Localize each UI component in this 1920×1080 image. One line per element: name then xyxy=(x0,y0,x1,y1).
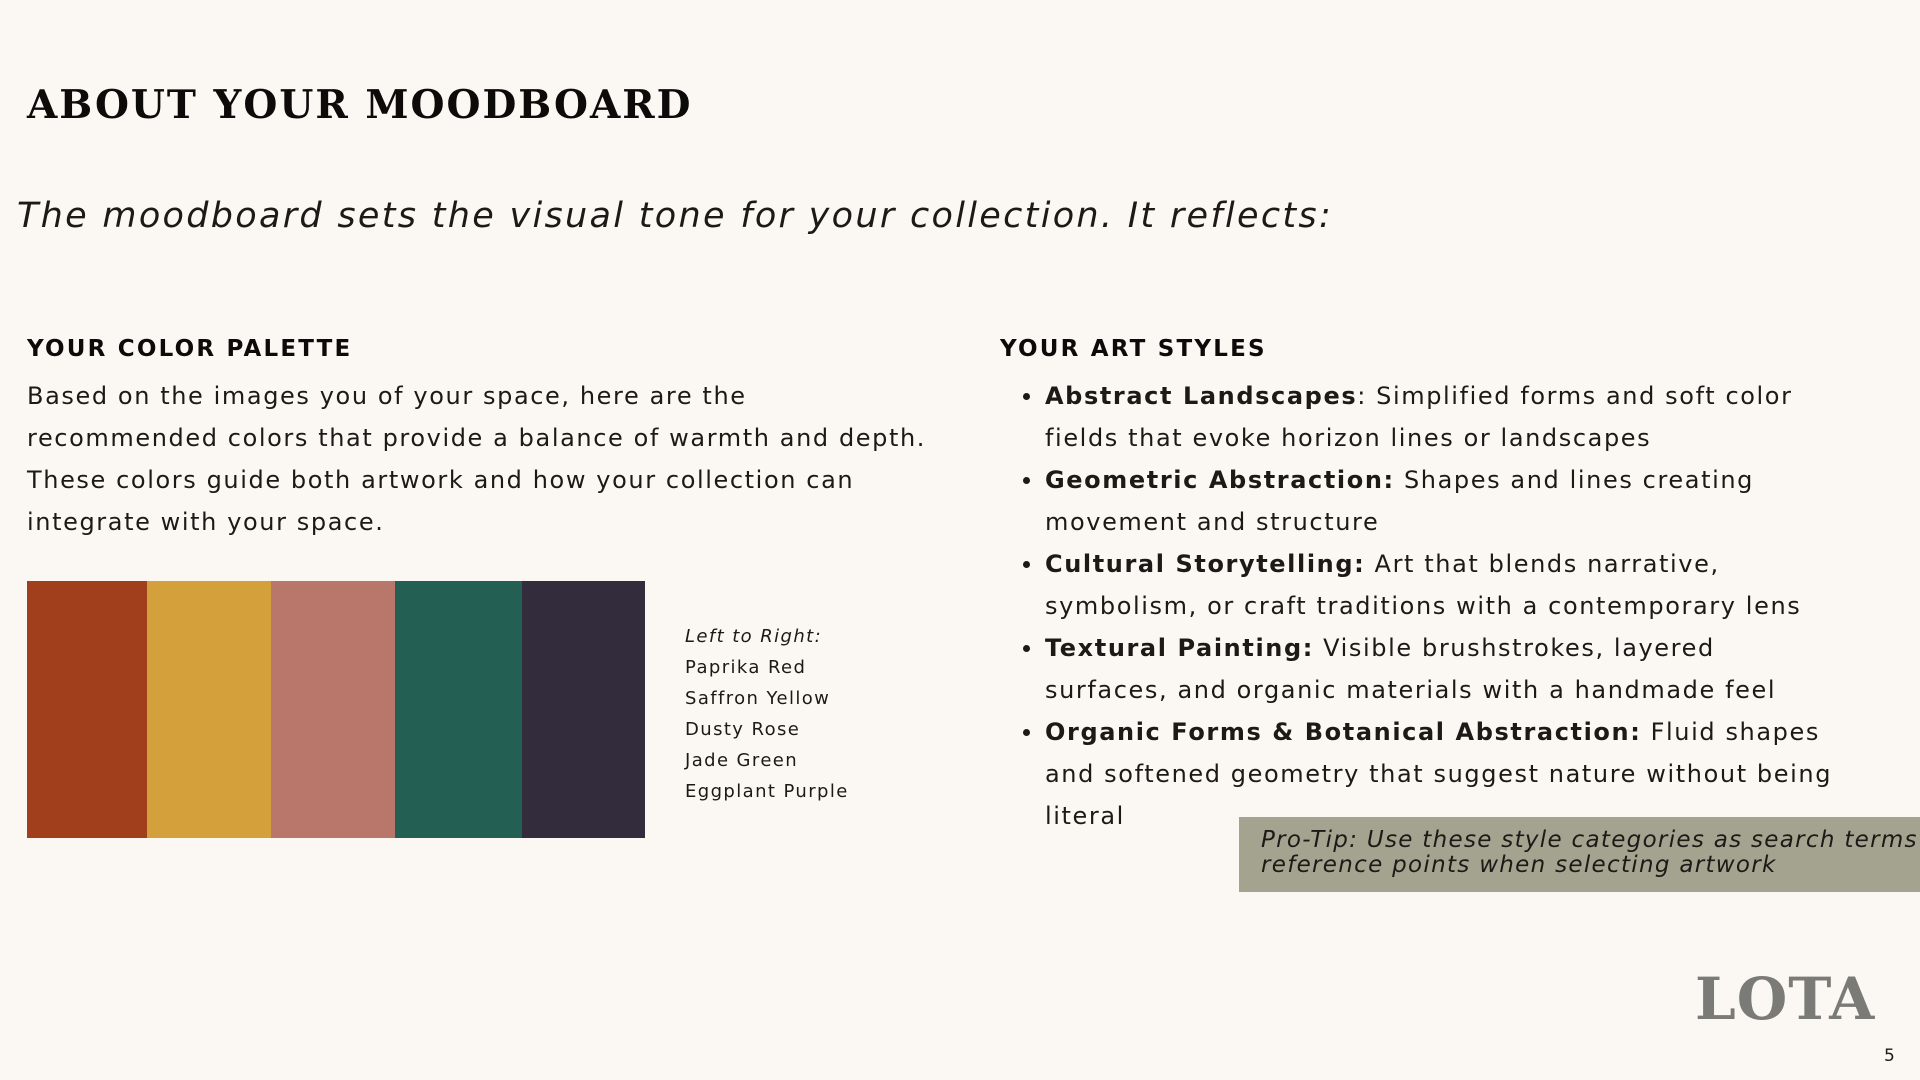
swatch-legend xyxy=(685,621,849,807)
pro-tip-line: Pro-Tip: Use these style categories as search terms xyxy=(1261,827,1918,853)
swatch-legend-item: Saffron Yellow xyxy=(685,688,831,709)
art-styles-list xyxy=(1045,375,1845,837)
swatch-legend-item: Eggplant Purple xyxy=(685,781,849,802)
swatch-legend-heading: Left to Right: xyxy=(685,626,823,647)
art-style-item xyxy=(1045,375,1845,459)
art-style-description: Visible brushstrokes, layered surfaces, and organic materials with a handmade feel xyxy=(1045,634,1777,704)
art-styles-heading: YOUR ART STYLES xyxy=(1000,336,1267,362)
color-palette-heading: YOUR COLOR PALETTE xyxy=(27,336,353,362)
page-number: 5 xyxy=(1884,1046,1895,1066)
swatch-paprika-red xyxy=(27,581,147,838)
color-swatch-strip xyxy=(27,581,645,838)
pro-tip-callout xyxy=(1239,817,1920,892)
art-style-term: Geometric Abstraction: xyxy=(1045,466,1395,494)
swatch-legend-item: Paprika Red xyxy=(685,657,807,678)
page-title: ABOUT YOUR MOODBOARD xyxy=(27,82,693,128)
pro-tip-line: reference points when selecting artwork xyxy=(1261,852,1777,878)
art-style-item xyxy=(1045,627,1845,711)
art-style-term: Organic Forms & Botanical Abstraction: xyxy=(1045,718,1642,746)
art-style-item xyxy=(1045,459,1845,543)
art-style-description: : Simplified forms and soft color fields that evoke horizon lines or landscapes xyxy=(1045,382,1793,452)
art-style-term: Abstract Landscapes xyxy=(1045,382,1358,410)
color-palette-description: Based on the images you of your space, here are the recommended colors that provide a balance of warmth and depth. These colors guide both artwork and how your collection can integrate with your space. xyxy=(27,382,927,536)
swatch-eggplant-purple xyxy=(522,581,645,838)
swatch-jade-green xyxy=(395,581,522,838)
swatch-legend-item: Dusty Rose xyxy=(685,719,801,740)
art-style-description: Art that blends narrative, symbolism, or craft traditions with a contemporary lens xyxy=(1045,550,1802,620)
art-style-item xyxy=(1045,543,1845,627)
brand-logo: LOTA xyxy=(1695,965,1876,1033)
swatch-saffron-yellow xyxy=(147,581,271,838)
art-style-term: Cultural Storytelling: xyxy=(1045,550,1366,578)
page-subtitle: The moodboard sets the visual tone for your collection. It reflects: xyxy=(17,196,1334,236)
swatch-legend-item: Jade Green xyxy=(685,750,799,771)
art-style-description: Shapes and lines creating movement and structure xyxy=(1045,466,1754,536)
swatch-dusty-rose xyxy=(271,581,395,838)
art-style-term: Textural Painting: xyxy=(1045,634,1314,662)
art-style-description: Fluid shapes and softened geometry that suggest nature without being literal xyxy=(1045,718,1833,830)
